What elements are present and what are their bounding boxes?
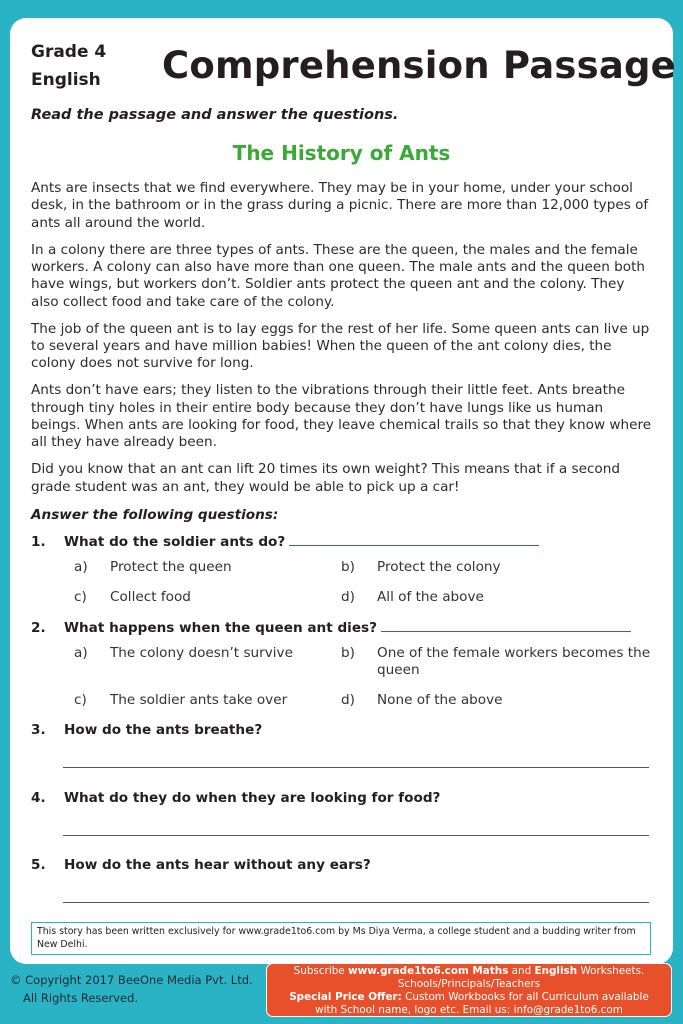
option-text: Protect the queen [110, 559, 232, 575]
question-number: 4. [31, 790, 46, 806]
answer-line[interactable] [63, 902, 649, 903]
question-number: 5. [31, 857, 46, 873]
question-text: What do the soldier ants do? [64, 534, 286, 550]
promo-offer-label: Special Price Offer: [289, 991, 402, 1003]
option-letter: b) [341, 559, 355, 575]
promo-offer [267, 991, 671, 1004]
passage-paragraph: Ants don’t have ears; they listen to the vibrations through their little feet. Ants breathe through tiny holes in their entire body because they don’t have lungs like us human beings. When ants are looking for food, they leave chemical trails so that they know where all they have already been. [31, 382, 652, 451]
subject-text: English [31, 70, 101, 90]
promo-audience: Schools/Principals/Teachers [397, 978, 541, 990]
grade-label [31, 38, 106, 94]
passage [31, 180, 653, 505]
story-title: The History of Ants [232, 141, 451, 165]
question-number: 3. [31, 722, 46, 738]
promo-english: English [534, 965, 578, 977]
question-number: 2. [31, 620, 46, 636]
option-text: One of the female workers becomes the queen [377, 645, 651, 678]
answer-line[interactable] [63, 767, 649, 768]
promo-and: and [511, 965, 532, 977]
answer-blank[interactable] [289, 545, 539, 546]
option-text: The colony doesn’t survive [110, 645, 293, 661]
option-text: The soldier ants take over [110, 692, 288, 708]
author-credit: This story has been written exclusively for www.grade1to6.com by Ms Diya Verma, a college student and a budding writer from New Delhi. [31, 922, 651, 955]
option-letter: d) [341, 589, 355, 605]
passage-paragraph: Did you know that an ant can lift 20 times its own weight? This means that if a second grade student was an ant, they would be able to pick up a car! [31, 461, 620, 495]
answer-line[interactable] [63, 835, 649, 836]
copyright-line: © Copyright 2017 BeeOne Media Pvt. Ltd. [10, 973, 253, 987]
option-letter: c) [74, 589, 87, 605]
promo-worksheets: Worksheets. [580, 965, 645, 977]
promo-site-link[interactable]: www.grade1to6.com Maths [348, 965, 509, 977]
rights-line: All Rights Reserved. [23, 991, 139, 1005]
option-letter: a) [74, 559, 88, 575]
question-text: What happens when the queen ant dies? [64, 620, 378, 636]
option-letter: c) [74, 692, 87, 708]
passage-paragraph: The job of the queen ant is to lay eggs for the rest of her life. Some queen ants can live up to several years and have million babies! When the queen of the ant colony dies, the colony does not survive for long. [31, 320, 650, 372]
option-text: All of the above [377, 589, 484, 605]
question-text: What do they do when they are looking for food? [64, 790, 441, 806]
worksheet-card [10, 18, 676, 964]
promo-contact: with School name, logo etc. Email us: info@grade1to6.com [315, 1004, 623, 1016]
question-text: How do the ants hear without any ears? [64, 857, 371, 873]
passage-paragraph: Ants are insects that we find everywhere. They may be in your home, under your school desk, in the bathroom or in the grass during a picnic. There are more than 12,000 types of ants all around the world. [31, 180, 649, 231]
page-title: Comprehension Passage [162, 44, 676, 87]
question-text: How do the ants breathe? [64, 722, 263, 738]
grade-text: Grade 4 [31, 42, 107, 62]
option-letter: d) [341, 692, 355, 708]
question-number: 1. [31, 534, 46, 550]
answer-blank[interactable] [381, 631, 631, 632]
option-text: None of the above [377, 692, 503, 708]
promo-subscribe: Subscribe [293, 965, 345, 977]
answer-heading: Answer the following questions: [31, 507, 279, 523]
option-letter: a) [74, 645, 88, 661]
promo-banner[interactable] [266, 963, 672, 1017]
option-letter: b) [341, 645, 355, 661]
option-text: Collect food [110, 589, 191, 605]
instruction: Read the passage and answer the questions. [31, 107, 399, 123]
copyright [10, 971, 253, 1007]
promo-line-1 [267, 965, 671, 978]
option-text: Protect the colony [377, 559, 501, 575]
passage-paragraph: In a colony there are three types of ants. These are the queen, the males and the female workers. A colony can also have more than one queen. The male ants and the queen both have wings, but workers don’t. Soldier ants protect the queen ant and the colony. They also collect food and take care of the colony. [31, 241, 646, 310]
promo-offer-text: Custom Workbooks for all Curriculum available [405, 991, 649, 1003]
